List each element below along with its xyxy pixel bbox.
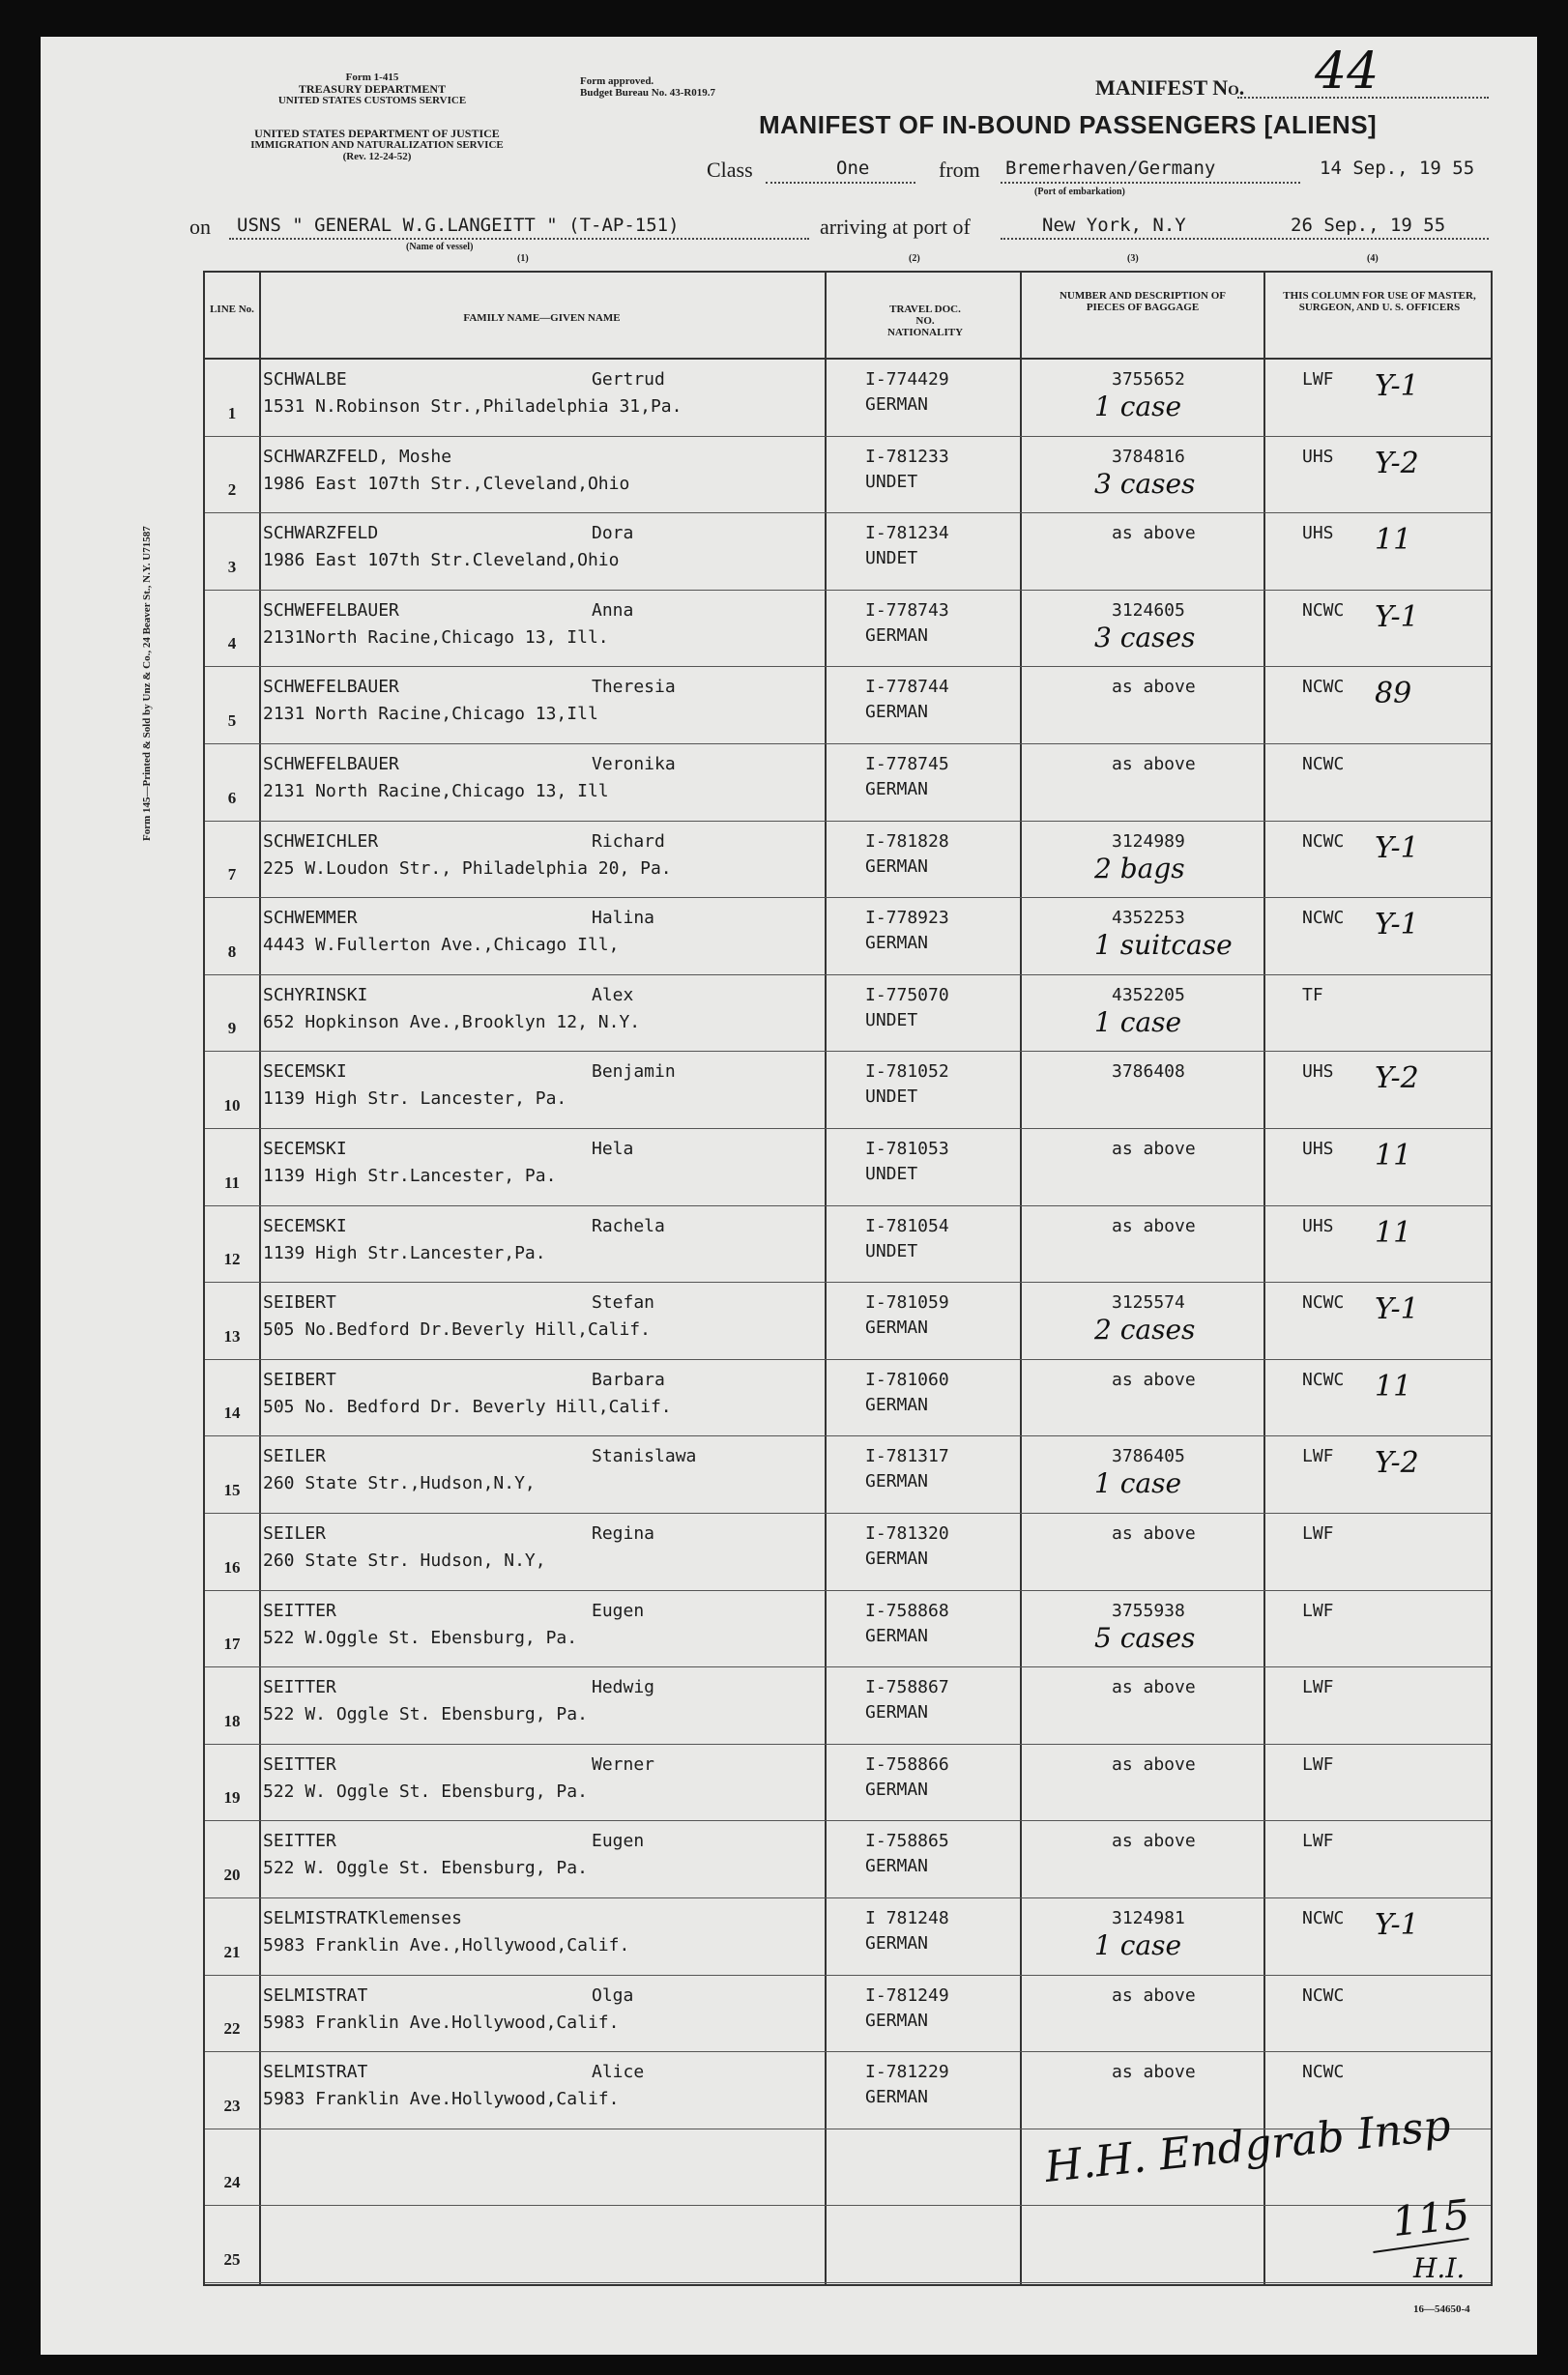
baggage-description: 1 case <box>1094 1005 1182 1038</box>
officer-code: TF <box>1302 984 1323 1005</box>
travel-doc-no: I-781059 <box>865 1292 949 1314</box>
table-row <box>205 1436 1491 1514</box>
address: 260 State Str.,Hudson,N.Y, <box>263 1473 536 1494</box>
on-label: on <box>189 215 211 239</box>
officer-code: NCWC <box>1302 1984 1345 2006</box>
baggage-no: as above <box>1112 754 1196 774</box>
address: 522 W. Oggle St. Ebensburg, Pa. <box>263 1858 588 1879</box>
family-name: SELMISTRAT <box>263 2062 368 2083</box>
baggage-description: 1 case <box>1094 1929 1182 1961</box>
travel-doc-no: I-778745 <box>865 754 949 774</box>
officer-code: NCWC <box>1302 599 1345 621</box>
address: 1139 High Str.Lancester,Pa. <box>263 1242 546 1263</box>
travel-doc-no: I-781060 <box>865 1369 949 1390</box>
family-name: SECEMSKI <box>263 1215 347 1236</box>
address: 5983 Franklin Ave.,Hollywood,Calif. <box>263 1935 630 1955</box>
officer-code: UHS <box>1302 1061 1334 1083</box>
family-name: SCHWARZFELD <box>263 523 379 544</box>
budget-bureau: Budget Bureau No. 43-R019.7 <box>580 87 716 99</box>
table-row <box>205 591 1491 668</box>
given-name: Benjamin <box>592 1061 676 1083</box>
from-value: Bremerhaven/Germany <box>1005 158 1216 179</box>
officer-code: LWF <box>1302 369 1334 390</box>
table-row <box>205 1898 1491 1976</box>
nationality: UNDET <box>865 548 918 569</box>
address: 4443 W.Fullerton Ave.,Chicago Ill, <box>263 935 620 956</box>
vessel-col-no: (1) <box>517 253 529 264</box>
travel-doc-no: I-781233 <box>865 446 949 467</box>
line-number: 2 <box>227 480 237 500</box>
family-name: SEITTER <box>263 1600 336 1621</box>
family-name: SELMISTRATKlemenses <box>263 1908 462 1928</box>
address: 652 Hopkinson Ave.,Brooklyn 12, N.Y. <box>263 1011 641 1032</box>
table-row <box>205 513 1491 591</box>
table-row <box>205 744 1491 822</box>
baggage-description: 3 cases <box>1094 621 1196 653</box>
line-number: 4 <box>227 634 237 653</box>
officer-code: LWF <box>1302 1446 1334 1467</box>
header-family-name: FAMILY NAME—GIVEN NAME <box>463 312 621 324</box>
treasury-dept: TREASURY DEPARTMENT <box>298 82 447 96</box>
family-name: SEILER <box>263 1446 327 1467</box>
class-dots <box>766 182 915 184</box>
travel-doc-no: I-758865 <box>865 1831 949 1852</box>
table-row <box>205 1129 1491 1206</box>
table-row <box>205 1052 1491 1129</box>
address: 505 No.Bedford Dr.Beverly Hill,Calif. <box>263 1319 651 1341</box>
line-number: 3 <box>227 557 237 576</box>
nationality: GERMAN <box>865 1625 929 1646</box>
tally-initials: H.I. <box>1413 2252 1466 2284</box>
line-number: 13 <box>223 1326 241 1346</box>
footer-code: 16—54650-4 <box>1413 2303 1470 2315</box>
manifest-title: MANIFEST OF IN-BOUND PASSENGERS [ALIENS] <box>759 110 1378 139</box>
officer-code: UHS <box>1302 523 1334 544</box>
given-name: Alex <box>592 984 634 1005</box>
given-name: Halina <box>592 908 655 929</box>
line-number: 20 <box>223 1865 241 1884</box>
nationality: GERMAN <box>865 1471 929 1492</box>
header-line-no: LINE No. <box>210 304 254 315</box>
family-name: SEITTER <box>263 1753 336 1775</box>
officer-note: 11 <box>1375 1215 1412 1250</box>
nationality: GERMAN <box>865 1394 929 1415</box>
departure-date: 14 Sep., 19 55 <box>1320 158 1475 179</box>
line-number: 1 <box>227 403 237 422</box>
line-number: 8 <box>227 941 237 961</box>
vessel-dots <box>229 238 809 240</box>
col-no-2: (2) <box>909 253 920 264</box>
officer-note: Y-1 <box>1375 1292 1419 1327</box>
officer-code: LWF <box>1302 1753 1334 1775</box>
officer-note: 11 <box>1375 1139 1412 1173</box>
nationality: GERMAN <box>865 702 929 723</box>
baggage-no: as above <box>1112 1215 1196 1236</box>
baggage-no: as above <box>1112 1523 1196 1544</box>
nationality: UNDET <box>865 1240 918 1261</box>
nationality: GERMAN <box>865 1779 929 1800</box>
given-name: Rachela <box>592 1215 665 1236</box>
family-name: SECEMSKI <box>263 1139 347 1159</box>
baggage-no: 3786408 <box>1112 1061 1185 1083</box>
line-number: 11 <box>223 1173 241 1192</box>
given-name: Regina <box>592 1523 655 1544</box>
baggage-no: as above <box>1112 1984 1196 2006</box>
address: 1986 East 107th Str.,Cleveland,Ohio <box>263 473 630 494</box>
col-no-4: (4) <box>1367 253 1379 264</box>
header-travel-doc: TRAVEL DOC. NO. NATIONALITY <box>886 304 964 338</box>
officer-code: NCWC <box>1302 2062 1345 2083</box>
arrival-dots <box>1001 238 1489 240</box>
nationality: GERMAN <box>865 779 929 799</box>
table-row <box>205 975 1491 1053</box>
baggage-no: 3755652 <box>1112 369 1185 390</box>
rev-line: (Rev. 12-24-52) <box>342 151 412 162</box>
given-name: Richard <box>592 830 665 852</box>
header-officers: THIS COLUMN FOR USE OF MASTER, SURGEON, AND U. S. OFFICERS <box>1283 290 1476 313</box>
family-name: SEITTER <box>263 1831 336 1852</box>
baggage-no: as above <box>1112 1831 1196 1852</box>
manifest-no-label: MANIFEST No. <box>1095 75 1245 100</box>
officer-note: Y-1 <box>1375 908 1419 942</box>
address: 1139 High Str.Lancester, Pa. <box>263 1166 557 1186</box>
officer-code: LWF <box>1302 1831 1334 1852</box>
baggage-no: as above <box>1112 2062 1196 2083</box>
doj-line: UNITED STATES DEPARTMENT OF JUSTICE <box>254 127 500 140</box>
col-no-3: (3) <box>1127 253 1139 264</box>
nationality: GERMAN <box>865 394 929 415</box>
nationality: GERMAN <box>865 1702 929 1723</box>
family-name: SCHWALBE <box>263 369 347 390</box>
baggage-description: 5 cases <box>1094 1621 1196 1654</box>
arrival-port: New York, N.Y <box>1042 215 1186 236</box>
family-name: SCHWEMMER <box>263 908 358 929</box>
travel-doc-no: I-778923 <box>865 908 949 929</box>
officer-code: LWF <box>1302 1600 1334 1621</box>
family-name: SEITTER <box>263 1677 336 1698</box>
address: 522 W.Oggle St. Ebensburg, Pa. <box>263 1627 578 1648</box>
line-number: 14 <box>223 1404 241 1423</box>
given-name: Werner <box>592 1753 655 1775</box>
family-name: SCHWEFELBAUER <box>263 677 399 698</box>
officer-note: Y-2 <box>1375 446 1419 480</box>
travel-doc-no: I-781320 <box>865 1523 949 1544</box>
address: 522 W. Oggle St. Ebensburg, Pa. <box>263 1781 588 1802</box>
baggage-no: as above <box>1112 677 1196 698</box>
table-row <box>205 1821 1491 1898</box>
family-name: SEIBERT <box>263 1369 336 1390</box>
given-name: Eugen <box>592 1600 645 1621</box>
line-number: 21 <box>223 1942 241 1961</box>
table-row <box>205 822 1491 899</box>
table-row <box>205 1514 1491 1591</box>
officer-note: Y-1 <box>1375 830 1419 865</box>
nationality: GERMAN <box>865 2010 929 2031</box>
ins-line: IMMIGRATION AND NATURALIZATION SERVICE <box>250 139 504 151</box>
family-name: SECEMSKI <box>263 1061 347 1083</box>
nationality: GERMAN <box>865 933 929 954</box>
row-rule <box>205 2282 1491 2283</box>
customs-service: UNITED STATES CUSTOMS SERVICE <box>277 95 467 106</box>
given-name: Olga <box>592 1984 634 2006</box>
address: 5983 Franklin Ave.Hollywood,Calif. <box>263 2012 620 2033</box>
officer-code: LWF <box>1302 1677 1334 1698</box>
baggage-description: 2 bags <box>1094 852 1185 884</box>
officer-code: UHS <box>1302 1215 1334 1236</box>
table-row <box>205 898 1491 975</box>
baggage-no: as above <box>1112 1753 1196 1775</box>
line-number: 10 <box>223 1095 241 1115</box>
nationality: UNDET <box>865 1164 918 1184</box>
travel-doc-no: I-781249 <box>865 1984 949 2006</box>
arriving-label: arriving at port of <box>820 215 971 239</box>
officer-code: NCWC <box>1302 677 1345 698</box>
officer-code: UHS <box>1302 1139 1334 1159</box>
travel-doc-no: I-781052 <box>865 1061 949 1083</box>
family-name: SCHWEFELBAUER <box>263 599 399 621</box>
given-name: Stefan <box>592 1292 655 1314</box>
officer-note: Y-1 <box>1375 1908 1419 1942</box>
baggage-no: 4352253 <box>1112 908 1185 929</box>
nationality: GERMAN <box>865 1549 929 1569</box>
approval-block <box>580 75 715 99</box>
family-name: SEIBERT <box>263 1292 336 1314</box>
from-dots <box>1001 182 1300 184</box>
officer-code: NCWC <box>1302 1292 1345 1314</box>
officer-code: LWF <box>1302 1523 1334 1544</box>
passenger-table <box>203 271 1493 2286</box>
given-name: Stanislawa <box>592 1446 697 1467</box>
baggage-no: 3124981 <box>1112 1908 1185 1928</box>
given-name: Dora <box>592 523 634 544</box>
address: 2131 North Racine,Chicago 13,Ill <box>263 704 598 725</box>
address: 2131 North Racine,Chicago 13, Ill <box>263 781 609 801</box>
address: 505 No. Bedford Dr. Beverly Hill,Calif. <box>263 1396 672 1417</box>
officer-code: NCWC <box>1302 1369 1345 1390</box>
given-name: Veronika <box>592 754 676 774</box>
officer-code: UHS <box>1302 446 1334 467</box>
table-row <box>205 1745 1491 1822</box>
travel-doc-no: I-778744 <box>865 677 949 698</box>
baggage-no: as above <box>1112 1369 1196 1390</box>
travel-doc-no: I-781317 <box>865 1446 949 1467</box>
travel-doc-no: I-781054 <box>865 1215 949 1236</box>
form-number: Form 1-415 <box>345 72 399 83</box>
baggage-no: as above <box>1112 1139 1196 1159</box>
line-number: 12 <box>223 1250 241 1269</box>
treasury-block <box>261 72 483 106</box>
address: 260 State Str. Hudson, N.Y, <box>263 1550 546 1571</box>
line-number: 17 <box>223 1635 241 1654</box>
baggage-description: 1 case <box>1094 1467 1182 1500</box>
line-number: 23 <box>223 2096 241 2115</box>
travel-doc-no: I-781828 <box>865 830 949 852</box>
table-row <box>205 2206 1491 2283</box>
line-number: 25 <box>223 2249 241 2269</box>
manifest-no-value: 44 <box>1315 43 1379 101</box>
family-name: SCHWEFELBAUER <box>263 754 399 774</box>
line-number: 24 <box>223 2173 241 2192</box>
travel-doc-no: I-775070 <box>865 984 949 1005</box>
given-name: Gertrud <box>592 369 665 390</box>
tally-count: 115 <box>1389 2189 1472 2246</box>
table-row <box>205 667 1491 744</box>
vessel-note: (Name of vessel) <box>406 242 474 252</box>
family-name: SCHWEICHLER <box>263 830 379 852</box>
family-name: SEILER <box>263 1523 327 1544</box>
nationality: GERMAN <box>865 2087 929 2108</box>
table-row <box>205 360 1491 437</box>
baggage-description: 1 suitcase <box>1094 929 1233 962</box>
address: 1531 N.Robinson Str.,Philadelphia 31,Pa. <box>263 396 682 417</box>
officer-code: NCWC <box>1302 830 1345 852</box>
officer-note: 11 <box>1375 1369 1412 1404</box>
table-row <box>205 1976 1491 2053</box>
class-value: One <box>836 158 870 179</box>
nationality: GERMAN <box>865 624 929 646</box>
officer-note: Y-1 <box>1375 599 1419 634</box>
travel-doc-no: I-778743 <box>865 599 949 621</box>
baggage-no: 3755938 <box>1112 1600 1185 1621</box>
nationality: GERMAN <box>865 1856 929 1877</box>
baggage-no: 3125574 <box>1112 1292 1185 1314</box>
baggage-description: 2 cases <box>1094 1314 1196 1347</box>
given-name: Theresia <box>592 677 676 698</box>
table-row <box>205 1667 1491 1745</box>
table-row <box>205 1283 1491 1360</box>
address: 225 W.Loudon Str., Philadelphia 20, Pa. <box>263 857 672 879</box>
baggage-description: 3 cases <box>1094 467 1196 500</box>
form-approved: Form approved. <box>580 75 654 87</box>
line-number: 9 <box>227 1019 237 1038</box>
travel-doc-no: I-758866 <box>865 1753 949 1775</box>
travel-doc-no: I-781234 <box>865 523 949 544</box>
baggage-no: 3784816 <box>1112 446 1185 467</box>
officer-note: 11 <box>1375 523 1412 558</box>
arrival-date: 26 Sep., 19 55 <box>1291 215 1446 236</box>
address: 2131North Racine,Chicago 13, Ill. <box>263 626 609 648</box>
travel-doc-no: I-774429 <box>865 369 949 390</box>
nationality: UNDET <box>865 1086 918 1108</box>
officer-code: NCWC <box>1302 754 1345 774</box>
officer-note: Y-1 <box>1375 369 1419 403</box>
nationality: UNDET <box>865 471 918 492</box>
address: 522 W. Oggle St. Ebensburg, Pa. <box>263 1704 588 1725</box>
nationality: UNDET <box>865 1009 918 1030</box>
baggage-no: 3124989 <box>1112 830 1185 852</box>
printer-imprint: Form 145—Printed & Sold by Unz & Co., 24 Beaver St., N.Y. U71587 <box>141 526 153 841</box>
travel-doc-no: I 781248 <box>865 1908 949 1928</box>
officer-note: Y-2 <box>1375 1061 1419 1096</box>
line-number: 19 <box>223 1788 241 1808</box>
officer-note: Y-2 <box>1375 1446 1419 1481</box>
travel-doc-no: I-781053 <box>865 1139 949 1159</box>
given-name: Anna <box>592 599 634 621</box>
address: 5983 Franklin Ave.Hollywood,Calif. <box>263 2089 620 2110</box>
nationality: GERMAN <box>865 1318 929 1339</box>
doj-block <box>189 128 566 162</box>
table-row <box>205 437 1491 514</box>
given-name: Hedwig <box>592 1677 655 1698</box>
nationality: GERMAN <box>865 855 929 877</box>
header-baggage: NUMBER AND DESCRIPTION OF PIECES OF BAGGAGE <box>1059 290 1227 313</box>
address: 1986 East 107th Str.Cleveland,Ohio <box>263 550 620 571</box>
table-row <box>205 1206 1491 1284</box>
travel-doc-no: I-781229 <box>865 2062 949 2083</box>
nationality: GERMAN <box>865 1933 929 1954</box>
given-name: Hela <box>592 1139 634 1159</box>
baggage-no: 3786405 <box>1112 1446 1185 1467</box>
line-number: 6 <box>227 788 237 807</box>
baggage-no: 3124605 <box>1112 599 1185 621</box>
family-name: SCHWARZFELD, Moshe <box>263 446 452 467</box>
travel-doc-no: I-758868 <box>865 1600 949 1621</box>
table-row <box>205 1591 1491 1668</box>
inspector-signature: H.H. Endgrab Insp <box>1042 2100 1453 2192</box>
port-embark-note: (Port of embarkation) <box>1034 187 1125 197</box>
baggage-no: as above <box>1112 523 1196 544</box>
baggage-no: as above <box>1112 1677 1196 1698</box>
line-number: 16 <box>223 1557 241 1577</box>
line-number: 7 <box>227 865 237 884</box>
officer-code: NCWC <box>1302 908 1345 929</box>
family-name: SELMISTRAT <box>263 1984 368 2006</box>
baggage-description: 1 case <box>1094 391 1182 422</box>
given-name: Barbara <box>592 1369 665 1390</box>
officer-note: 89 <box>1375 677 1412 711</box>
officer-code: NCWC <box>1302 1908 1345 1928</box>
given-name: Eugen <box>592 1831 645 1852</box>
line-number: 18 <box>223 1711 241 1730</box>
class-label: Class <box>707 158 753 182</box>
line-number: 22 <box>223 2019 241 2039</box>
from-label: from <box>939 158 980 182</box>
address: 1139 High Str. Lancester, Pa. <box>263 1088 567 1110</box>
line-number: 15 <box>223 1480 241 1499</box>
travel-doc-no: I-758867 <box>865 1677 949 1698</box>
baggage-no: 4352205 <box>1112 984 1185 1005</box>
given-name: Alice <box>592 2062 645 2083</box>
family-name: SCHYRINSKI <box>263 984 368 1005</box>
table-row <box>205 1360 1491 1437</box>
vessel-name: USNS " GENERAL W.G.LANGEITT " (T-AP-151) <box>237 215 680 236</box>
line-number: 5 <box>227 710 237 730</box>
